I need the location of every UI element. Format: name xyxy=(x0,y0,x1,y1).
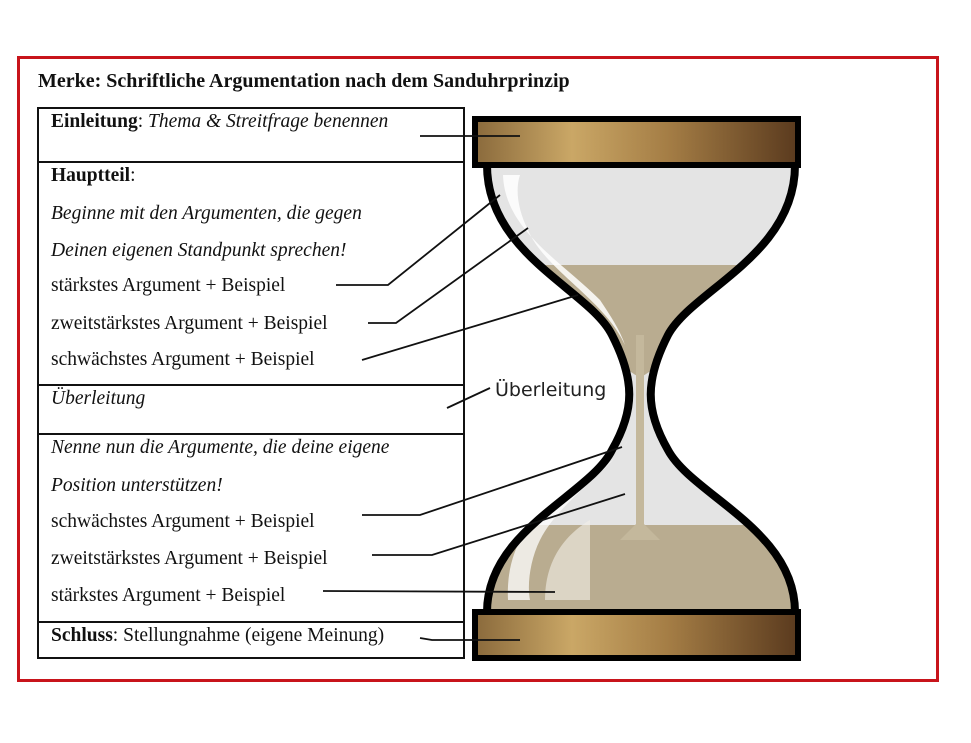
connector-contra-3 xyxy=(362,295,578,360)
connector-pro-3 xyxy=(323,591,555,592)
hauptteil-intro-2: Deinen eigenen Standpunkt sprechen! xyxy=(51,240,347,261)
pro-intro-1: Nenne nun die Argumente, die deine eigene xyxy=(51,437,390,458)
hauptteil-sep: : xyxy=(130,165,136,186)
hourglass-top-cap xyxy=(475,119,798,165)
hauptteil-intro-1: Beginne mit den Argumenten, die gegen xyxy=(51,203,362,224)
schluss-label: Schluss xyxy=(51,625,113,646)
pro-item-2: zweitstärkstes Argument + Beispiel xyxy=(51,548,328,569)
einleitung-label: Einleitung xyxy=(51,111,138,132)
page-title: Merke: Schriftliche Argumentation nach dem Sanduhrprinzip xyxy=(38,70,570,92)
pro-item-1: schwächstes Argument + Beispiel xyxy=(51,511,315,532)
sand-stream xyxy=(636,335,644,525)
hourglass-bottom-cap xyxy=(475,612,798,658)
schluss-sep: : xyxy=(112,625,119,646)
connector-contra-1 xyxy=(336,195,500,285)
contra-item-3: schwächstes Argument + Beispiel xyxy=(51,349,315,370)
pro-item-3: stärkstes Argument + Beispiel xyxy=(51,585,286,606)
contra-item-2: zweitstärkstes Argument + Beispiel xyxy=(51,313,328,334)
pro-intro-2: Position unterstützen! xyxy=(51,475,223,496)
schluss-text: Stellungnahme (eigene Meinung) xyxy=(118,625,385,646)
einleitung-sep: : xyxy=(137,111,144,132)
hourglass-ueberleitung-label: Überleitung xyxy=(495,379,607,401)
connector-contra-2 xyxy=(368,228,528,323)
hauptteil-label: Hauptteil xyxy=(51,165,131,186)
contra-item-1: stärkstes Argument + Beispiel xyxy=(51,275,286,296)
connector-ueberleitung xyxy=(447,388,490,408)
einleitung-text: Thema & Streitfrage benennen xyxy=(148,111,389,132)
ueberleitung-text: Überleitung xyxy=(51,388,146,409)
